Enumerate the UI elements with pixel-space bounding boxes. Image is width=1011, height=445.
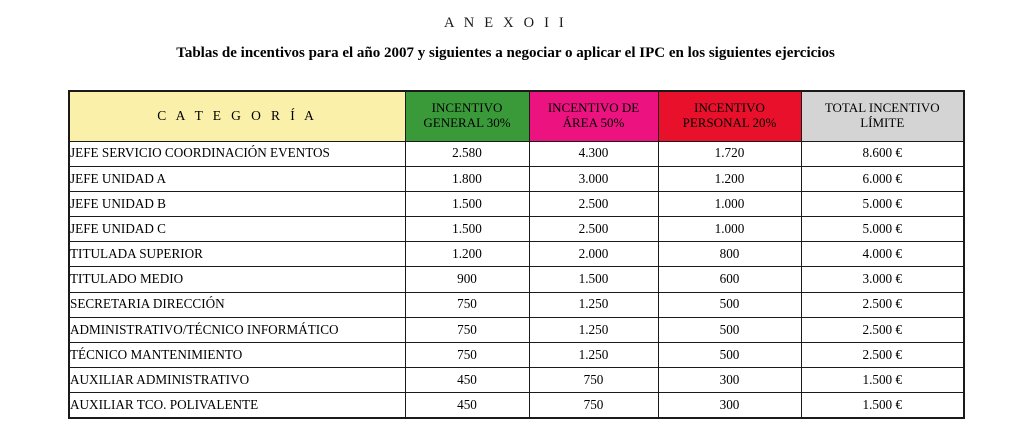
cell-categoria: JEFE UNIDAD C: [69, 217, 405, 242]
cell-incentivo-area: 2.000: [529, 242, 658, 267]
cell-categoria: AUXILIAR ADMINISTRATIVO: [69, 368, 405, 393]
cell-incentivo-general: 1.500: [405, 191, 529, 216]
column-header-general-line2: GENERAL 30%: [423, 115, 511, 131]
incentives-table: [68, 90, 965, 419]
table-row: [69, 368, 964, 393]
cell-total-incentivo: 4.000 €: [801, 242, 964, 267]
cell-total-incentivo: 2.500 €: [801, 343, 964, 368]
cell-total-incentivo: 3.000 €: [801, 267, 964, 292]
cell-incentivo-general: 450: [405, 393, 529, 418]
cell-incentivo-personal: 1.720: [658, 141, 801, 166]
cell-total-incentivo: 1.500 €: [801, 393, 964, 418]
column-header-categoria: C A T E G O R Í A: [69, 91, 405, 141]
cell-incentivo-personal: 300: [658, 368, 801, 393]
column-header-incentivo-personal: [658, 91, 801, 141]
column-header-general-line1: INCENTIVO: [431, 100, 503, 116]
cell-incentivo-area: 750: [529, 368, 658, 393]
cell-incentivo-personal: 500: [658, 317, 801, 342]
cell-incentivo-personal: 300: [658, 393, 801, 418]
cell-incentivo-personal: 1.000: [658, 217, 801, 242]
cell-incentivo-general: 2.580: [405, 141, 529, 166]
cell-total-incentivo: 5.000 €: [801, 217, 964, 242]
column-header-incentivo-area: [529, 91, 658, 141]
table-row: [69, 242, 964, 267]
cell-incentivo-general: 900: [405, 267, 529, 292]
cell-incentivo-area: 2.500: [529, 217, 658, 242]
cell-incentivo-personal: 500: [658, 292, 801, 317]
table-row: [69, 393, 964, 418]
column-header-personal-line2: PERSONAL 20%: [682, 115, 777, 131]
table-row: [69, 141, 964, 166]
cell-incentivo-general: 1.500: [405, 217, 529, 242]
column-header-area-line2: ÁREA 50%: [562, 115, 625, 131]
cell-incentivo-general: 450: [405, 368, 529, 393]
document-title: A N E X O I I: [444, 15, 567, 31]
table-header-row: [69, 91, 964, 141]
cell-incentivo-personal: 500: [658, 343, 801, 368]
cell-incentivo-personal: 1.200: [658, 166, 801, 191]
cell-incentivo-general: 750: [405, 292, 529, 317]
cell-incentivo-area: 2.500: [529, 191, 658, 216]
cell-categoria: AUXILIAR TCO. POLIVALENTE: [69, 393, 405, 418]
column-header-area-line1: INCENTIVO DE: [547, 100, 640, 116]
cell-incentivo-general: 750: [405, 343, 529, 368]
table-row: [69, 267, 964, 292]
cell-categoria: JEFE UNIDAD B: [69, 191, 405, 216]
document-subtitle: Tablas de incentivos para el año 2007 y siguientes a negociar o aplicar el IPC en los siguientes ejercicios: [176, 45, 835, 61]
table-row: [69, 317, 964, 342]
cell-total-incentivo: 1.500 €: [801, 368, 964, 393]
cell-incentivo-area: 1.250: [529, 317, 658, 342]
cell-total-incentivo: 6.000 €: [801, 166, 964, 191]
cell-categoria: JEFE SERVICIO COORDINACIÓN EVENTOS: [69, 141, 405, 166]
cell-incentivo-general: 750: [405, 317, 529, 342]
cell-total-incentivo: 2.500 €: [801, 292, 964, 317]
cell-categoria: TÉCNICO MANTENIMIENTO: [69, 343, 405, 368]
cell-categoria: SECRETARIA DIRECCIÓN: [69, 292, 405, 317]
cell-total-incentivo: 5.000 €: [801, 191, 964, 216]
cell-incentivo-area: 1.500: [529, 267, 658, 292]
table-row: [69, 217, 964, 242]
column-header-total-line1: TOTAL INCENTIVO: [824, 100, 940, 116]
cell-incentivo-area: 3.000: [529, 166, 658, 191]
cell-incentivo-area: 1.250: [529, 343, 658, 368]
table-row: [69, 166, 964, 191]
column-header-total-line2: LÍMITE: [860, 115, 905, 131]
incentives-table-container: [68, 90, 963, 419]
table-header: [69, 91, 964, 141]
cell-incentivo-personal: 800: [658, 242, 801, 267]
cell-categoria: ADMINISTRATIVO/TÉCNICO INFORMÁTICO: [69, 317, 405, 342]
cell-categoria: TITULADO MEDIO: [69, 267, 405, 292]
cell-incentivo-general: 1.200: [405, 242, 529, 267]
table-body: [69, 141, 964, 418]
table-row: [69, 191, 964, 216]
column-header-personal-line1: INCENTIVO: [694, 100, 765, 116]
cell-total-incentivo: 8.600 €: [801, 141, 964, 166]
column-header-incentivo-general: [405, 91, 529, 141]
table-row: [69, 343, 964, 368]
column-header-total-incentivo: [801, 91, 964, 141]
cell-incentivo-area: 1.250: [529, 292, 658, 317]
cell-categoria: TITULADA SUPERIOR: [69, 242, 405, 267]
cell-total-incentivo: 2.500 €: [801, 317, 964, 342]
cell-incentivo-general: 1.800: [405, 166, 529, 191]
cell-incentivo-area: 750: [529, 393, 658, 418]
cell-incentivo-personal: 1.000: [658, 191, 801, 216]
table-row: [69, 292, 964, 317]
cell-incentivo-area: 4.300: [529, 141, 658, 166]
cell-categoria: JEFE UNIDAD A: [69, 166, 405, 191]
cell-incentivo-personal: 600: [658, 267, 801, 292]
